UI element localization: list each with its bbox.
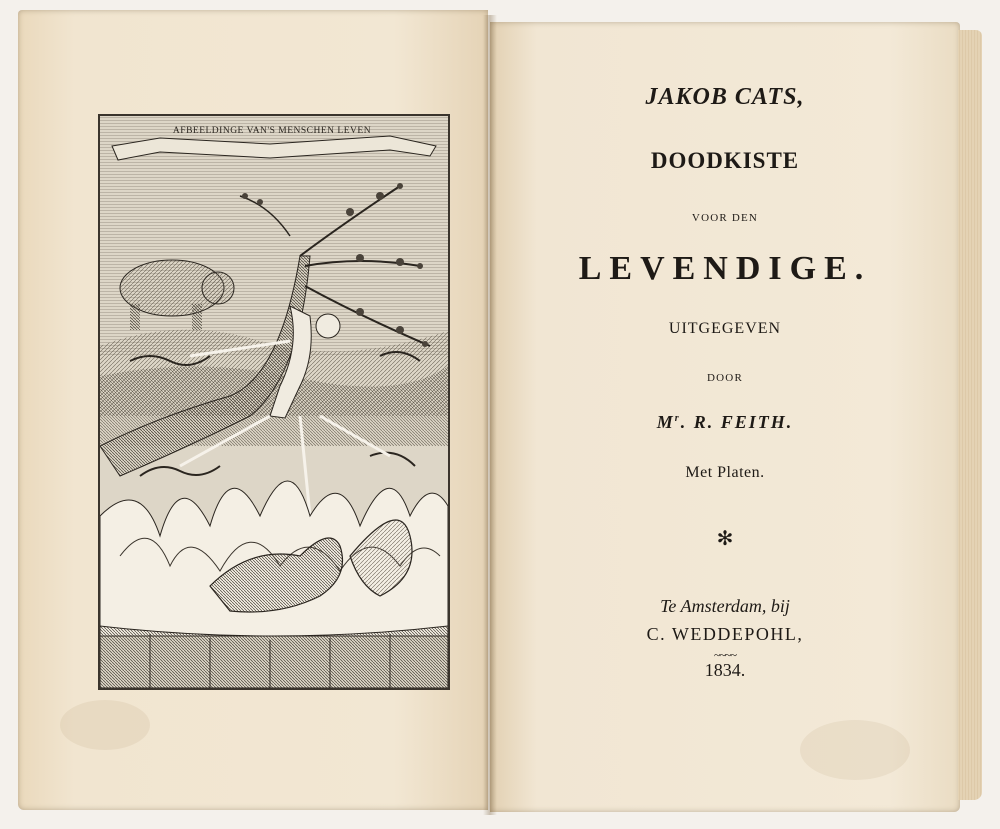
imprint-place: Te Amsterdam, bij — [660, 596, 790, 616]
paper-stain — [60, 700, 150, 750]
title-line-3: LEVENDIGE. — [578, 250, 872, 287]
engraving-illustration-icon — [100, 116, 448, 688]
editor-surname: . R. FEITH. — [680, 412, 794, 432]
ornament-icon: ✻ — [716, 528, 734, 550]
paper-stain — [800, 720, 910, 780]
title-line-1: DOODKISTE — [650, 148, 800, 173]
imprint-rule: ~~~~ — [714, 648, 736, 662]
editor-prefix: M — [656, 412, 675, 432]
editor-prefix-sup: r — [674, 413, 681, 424]
plates-note: Met Platen. — [685, 464, 765, 481]
editor-name — [490, 412, 960, 433]
published-by-label: UITGEGEVEN — [668, 320, 782, 337]
imprint-publisher: C. WEDDEPOHL, — [646, 624, 804, 644]
imprint-year: 1834. — [704, 660, 746, 680]
author-name: JAKOB CATS, — [645, 84, 805, 110]
by-label: DOOR — [707, 372, 743, 384]
page-edges — [958, 30, 982, 800]
title-line-2: VOOR DEN — [691, 212, 759, 224]
frontispiece-engraving — [98, 114, 450, 690]
frontispiece-banner: AFBEELDINGE VAN'S MENSCHEN LEVEN — [172, 126, 372, 136]
